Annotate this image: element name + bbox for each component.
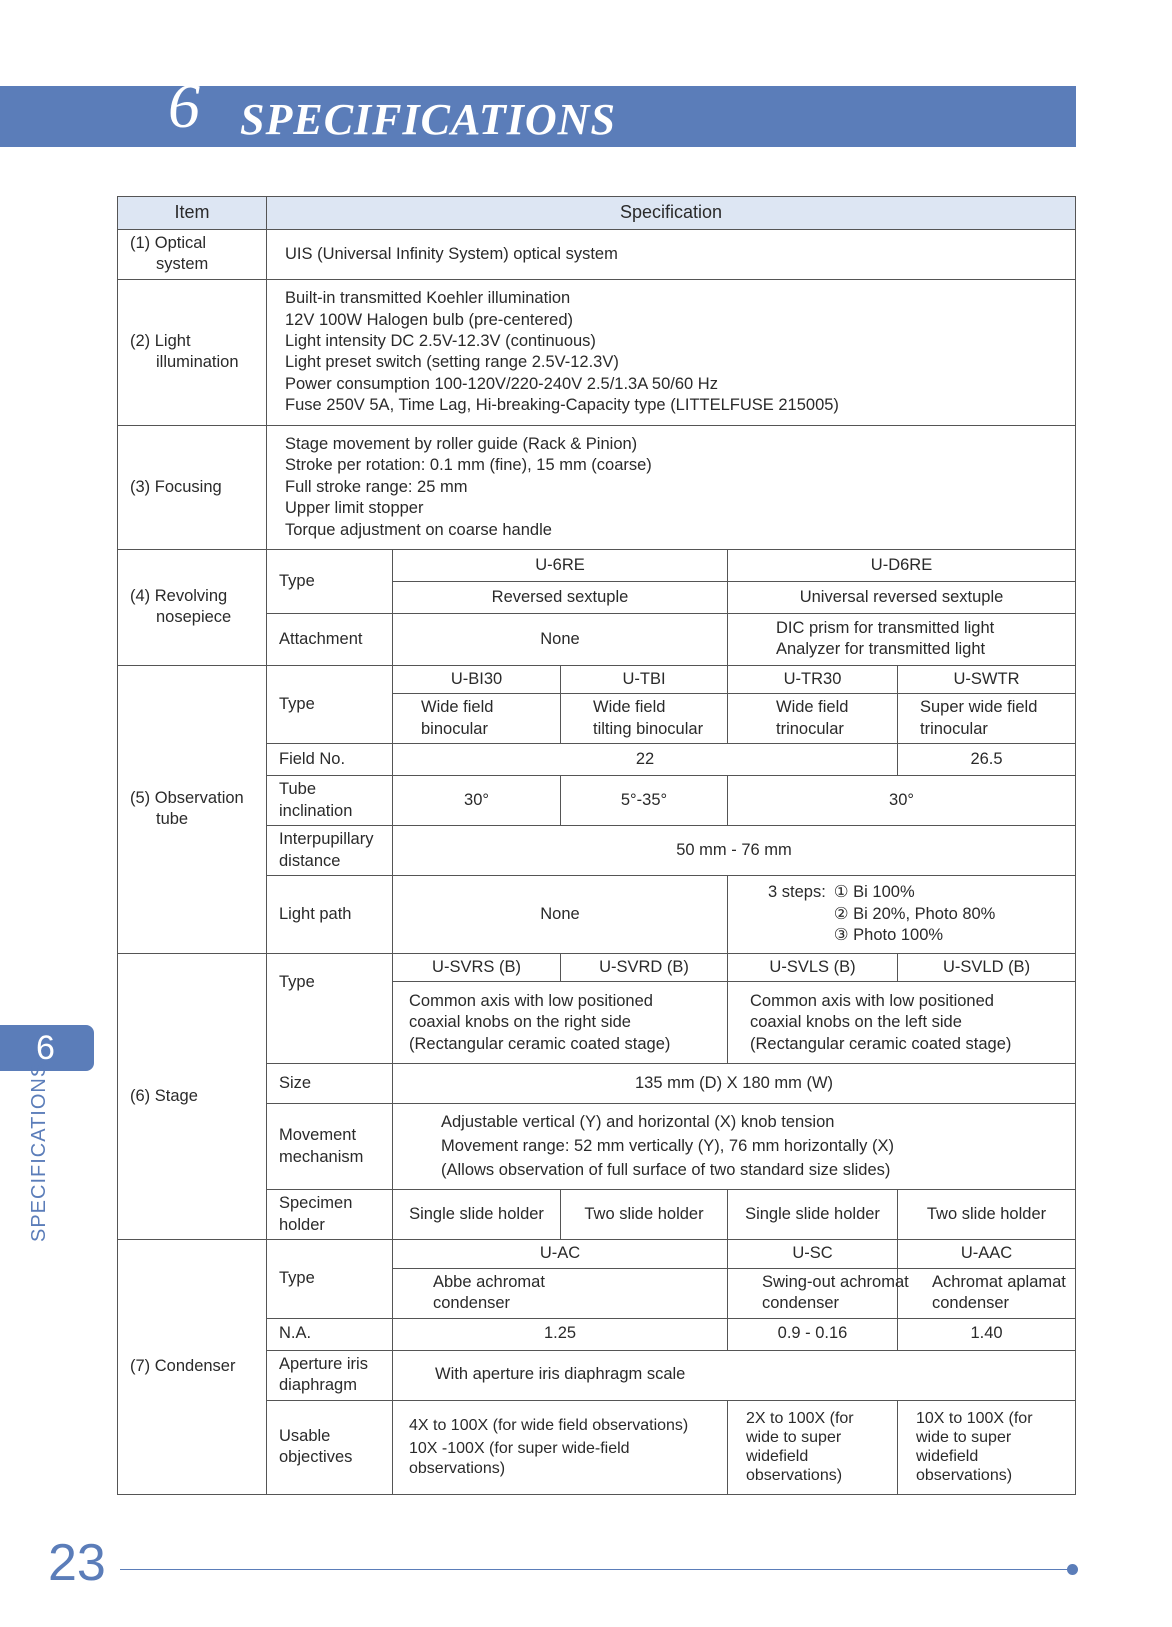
spec-cell: UIS (Universal Infinity System) optical system	[267, 230, 1076, 280]
na-cell: 0.9 - 0.16	[728, 1318, 898, 1350]
sub-label: Aperture iris diaphragm	[267, 1350, 393, 1400]
stage-description: Common axis with low positioned coaxial knobs on the right side (Rectangular ceramic coated stage)	[393, 982, 728, 1064]
holder-cell: Two slide holder	[561, 1190, 728, 1240]
type-cell: Swing-out achromat condenser	[728, 1268, 898, 1318]
spec-line: Built-in transmitted Koehler illumination	[285, 289, 571, 308]
objectives-cell: 4X to 100X (for wide field observations) 10X -100X (for super wide-field observations)	[393, 1400, 728, 1494]
field-cell: 26.5	[898, 744, 1076, 776]
model-cell: U-TBI	[561, 665, 728, 693]
model-cell: U-SC	[728, 1240, 898, 1268]
spec-line: DIC prism for transmitted light	[776, 618, 995, 637]
table-row	[118, 1240, 1076, 1268]
sub-label: Type	[267, 665, 393, 743]
section-number: 6	[168, 70, 200, 141]
type-cell: Abbe achromat condenser	[393, 1268, 728, 1318]
chapter-side-label: SPECIFICATIONS	[28, 1062, 50, 1242]
header-specification: Specification	[267, 197, 1076, 230]
model-cell: U-AAC	[898, 1240, 1076, 1268]
item-label: (5) Observation tube	[130, 788, 244, 829]
inclination-cell: 30°	[728, 776, 1076, 826]
section-banner	[0, 70, 1076, 147]
table-row	[118, 230, 1076, 280]
section-title: SPECIFICATIONS	[240, 95, 616, 144]
type-cell: Super wide field trinocular	[898, 694, 1076, 744]
holder-cell: Single slide holder	[728, 1190, 898, 1240]
na-cell: 1.40	[898, 1318, 1076, 1350]
sub-label: Specimen holder	[267, 1190, 393, 1240]
spec-line: Power consumption 100-120V/220-240V 2.5/1.3A 50/60 Hz	[285, 374, 718, 393]
item-label: (2) Light illumination	[130, 331, 239, 372]
light-path-cell: None	[393, 875, 728, 953]
item-label: (4) Revolving nosepiece	[130, 586, 232, 627]
sub-label: N.A.	[267, 1318, 393, 1350]
table-row	[118, 279, 1076, 425]
spec-line: Light intensity DC 2.5V-12.3V (continuous)	[285, 331, 596, 350]
light-path-cell	[728, 875, 1076, 953]
holder-cell: Single slide holder	[393, 1190, 561, 1240]
page-number: 23	[48, 1534, 106, 1592]
model-cell: U-AC	[393, 1240, 728, 1268]
light-path-prefix: 3 steps:	[768, 883, 826, 902]
spec-line: Full stroke range: 25 mm	[285, 477, 468, 496]
table-row	[118, 549, 1076, 581]
sub-label: Movement mechanism	[267, 1104, 393, 1190]
sub-label: Type	[267, 953, 393, 1063]
type-cell: Wide field tilting binocular	[561, 694, 728, 744]
footer-dot-icon	[1067, 1564, 1078, 1575]
item-label: (3) Focusing	[130, 477, 222, 496]
table-row	[118, 953, 1076, 981]
size-cell: 135 mm (D) X 180 mm (W)	[393, 1064, 1076, 1104]
spec-line: Upper limit stopper	[285, 499, 424, 518]
iris-cell: With aperture iris diaphragm scale	[393, 1350, 1076, 1400]
table-row	[118, 425, 1076, 549]
spec-line: Torque adjustment on coarse handle	[285, 520, 552, 539]
spec-line: 12V 100W Halogen bulb (pre-centered)	[285, 310, 574, 329]
na-cell: 1.25	[393, 1318, 728, 1350]
light-path-step: ② Bi 20%, Photo 80%	[833, 904, 996, 923]
objectives-cell: 2X to 100X (for wide to super widefield observations)	[728, 1400, 898, 1494]
footer-rule	[120, 1569, 1070, 1570]
model-cell: U-TR30	[728, 665, 898, 693]
table-header-row	[118, 197, 1076, 230]
item-label: (7) Condenser	[130, 1357, 236, 1376]
sub-label: Field No.	[267, 744, 393, 776]
model-cell: U-SVLD (B)	[898, 953, 1076, 981]
light-path-step: ③ Photo 100%	[833, 926, 944, 945]
item-label: (1) Optical system	[130, 234, 209, 274]
model-cell: U-SWTR	[898, 665, 1076, 693]
light-path-step: ① Bi 100%	[833, 883, 915, 902]
inclination-cell: 5°-35°	[561, 776, 728, 826]
sub-label: Type	[267, 1240, 393, 1318]
spec-line: Stroke per rotation: 0.1 mm (fine), 15 mm (coarse)	[285, 456, 652, 475]
model-cell: U-BI30	[393, 665, 561, 693]
type-cell: Wide field trinocular	[728, 694, 898, 744]
header-item: Item	[118, 197, 267, 230]
table-row	[118, 665, 1076, 693]
model-cell: U-SVLS (B)	[728, 953, 898, 981]
model-cell: U-SVRD (B)	[561, 953, 728, 981]
spec-cell	[267, 279, 1076, 425]
sub-label: Interpupillary distance	[267, 826, 393, 876]
model-cell: U-D6RE	[728, 549, 1076, 581]
ipd-cell: 50 mm - 76 mm	[393, 826, 1076, 876]
spec-line: Fuse 250V 5A, Time Lag, Hi-breaking-Capacity type (LITTELFUSE 215005)	[285, 396, 839, 415]
sub-label: Size	[267, 1064, 393, 1104]
chapter-tab-number: 6	[36, 1029, 55, 1067]
type-cell: Achromat aplamat condenser	[898, 1268, 1076, 1318]
attachment-cell	[728, 613, 1076, 665]
specifications-table	[117, 196, 1076, 1495]
spec-line: Analyzer for transmitted light	[776, 640, 986, 659]
sub-label: Attachment	[267, 613, 393, 665]
attachment-cell: None	[393, 613, 728, 665]
movement-cell: Adjustable vertical (Y) and horizontal (X) knob tension Movement range: 52 mm vertically (Y), 76 mm horizontally (X) (Allows observation of full surface of two standard size slides)	[393, 1104, 1076, 1190]
sub-label: Type	[267, 549, 393, 613]
sub-label: Usable objectives	[267, 1400, 393, 1494]
model-cell: U-SVRS (B)	[393, 953, 561, 981]
stage-description: Common axis with low positioned coaxial knobs on the left side (Rectangular ceramic coated stage)	[728, 982, 1076, 1064]
type-cell: Reversed sextuple	[393, 581, 728, 613]
inclination-cell: 30°	[393, 776, 561, 826]
field-cell: 22	[393, 744, 898, 776]
type-cell: Wide field binocular	[393, 694, 561, 744]
sub-label: Light path	[267, 875, 393, 953]
holder-cell: Two slide holder	[898, 1190, 1076, 1240]
model-cell: U-6RE	[393, 549, 728, 581]
item-label: (6) Stage	[130, 1086, 198, 1105]
sub-label: Tube inclination	[267, 776, 393, 826]
spec-line: Stage movement by roller guide (Rack & Pinion)	[285, 434, 638, 453]
type-cell: Universal reversed sextuple	[728, 581, 1076, 613]
objectives-cell: 10X to 100X (for wide to super widefield observations)	[898, 1400, 1076, 1494]
spec-line: Light preset switch (setting range 2.5V-12.3V)	[285, 353, 619, 372]
spec-cell	[267, 425, 1076, 549]
